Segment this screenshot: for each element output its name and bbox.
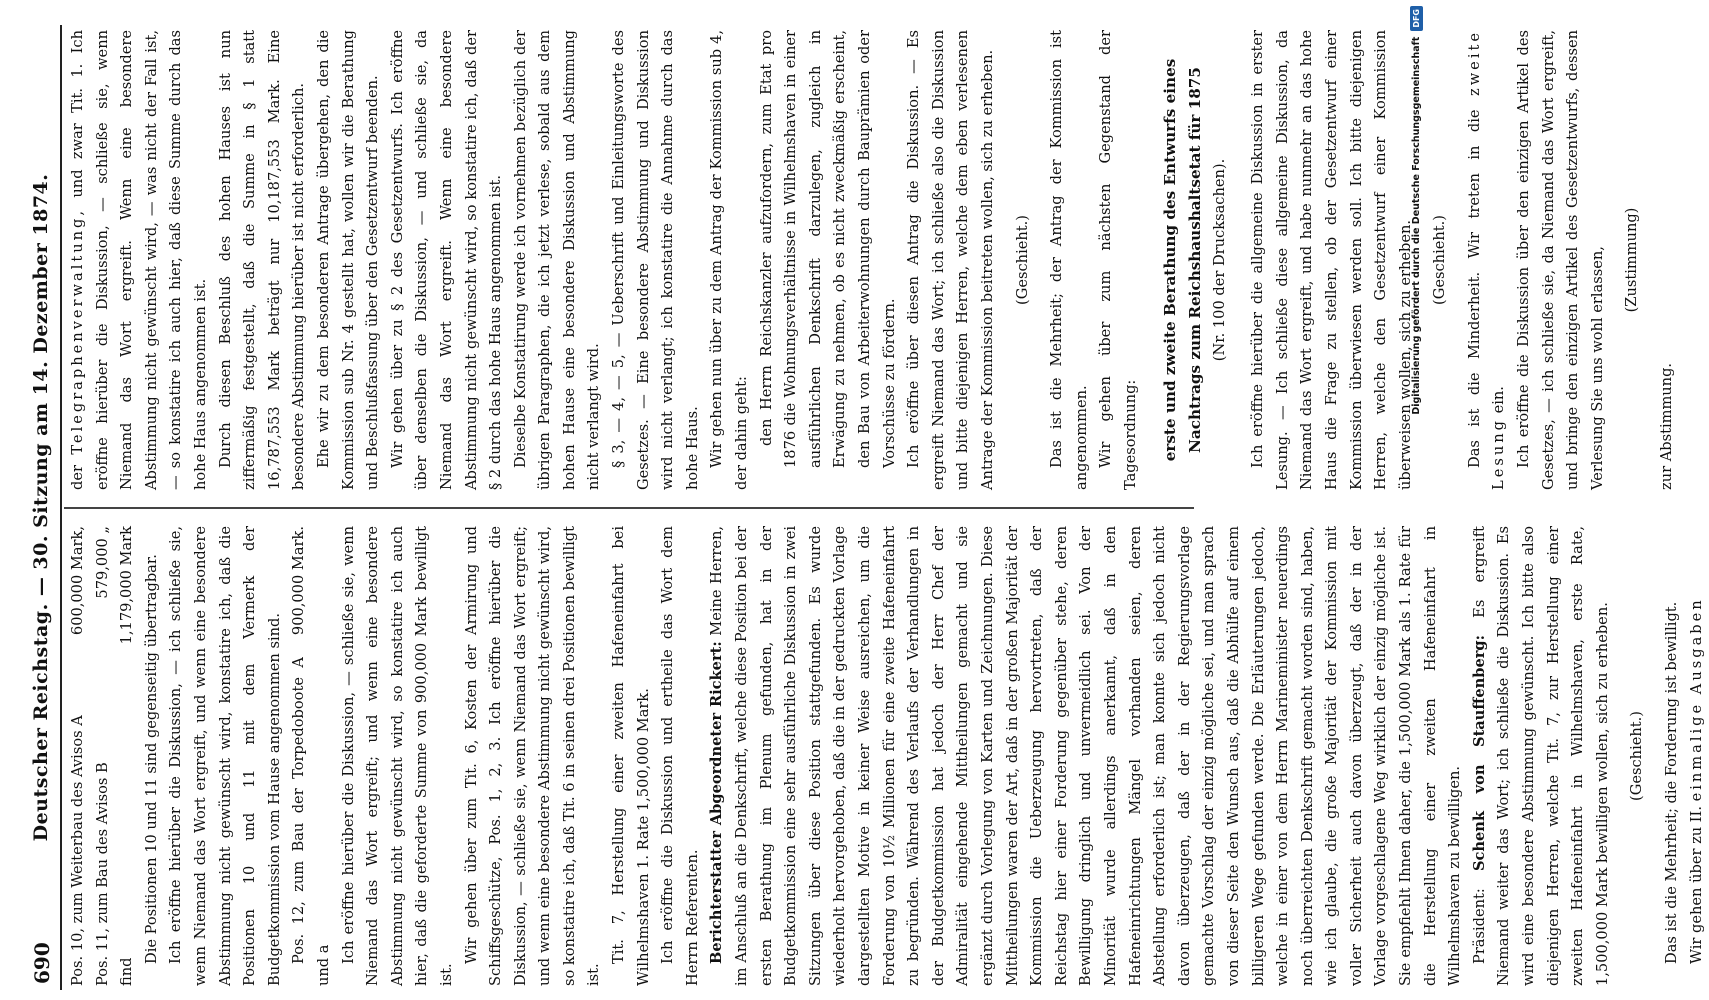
paragraph: Wir gehen über zu § 2 des Gesetzentwurfs. Ich eröffne über denselben die Diskussion, — und schließe sie, da Niemand das Wort ergreift. Wenn eine besondere Abstimmung nicht gewünscht wird, so konstatire ich, daß der § 2 durch das hohe Haus angenommen ist.	[388, 30, 505, 490]
speech-paragraph	[705, 526, 1467, 986]
paragraph: Ich eröffne die Diskussion über den einzigen Artikel des Gesetzes, — ich schließe sie, da Niemand das Wort ergreift, und bringe den einzigen Artikel des Gesetzentwurfs, dessen Verlesung Sie uns wohl erlassen,	[1515, 30, 1606, 490]
speech-text: Es ergreift Niemand weiter das Wort; ich schließe die Diskussion. Es wird eine besondere Abstimmung gewünscht. Ich bitte also diejenigen Herren, welche Tit. 7, zur Herstellung einer zweiten Hafeneinfahrt in Wilhelmshaven, erste Rate, 1,500,000 Mark bewilligen wollen, sich zu erheben.	[1470, 526, 1611, 986]
paragraph: Wir gehen über zum Tit. 6, Kosten der Armirung und Schiffsgeschütze, Pos. 1, 2, 3. Ich eröffne hierüber die Diskussion, — schließe sie, wenn Niemand das Wort ergreift; und wenn eine besondere Abstimmung nicht gewünscht wird, so konstatire ich, daß Tit. 6 in seinen drei Positionen bewilligt ist.	[462, 526, 603, 986]
text-run: der	[69, 465, 86, 490]
text-run: ein.	[1490, 386, 1508, 414]
agenda-heading: erste und zweite Berathung des Entwurfs eines Nachtrags zum Reichshaushaltsetat für 1875	[1160, 58, 1204, 462]
paragraph: zur Abstimmung.	[1658, 362, 1676, 490]
budget-line	[115, 526, 140, 986]
stage-direction: (Geschieht.)	[1013, 215, 1031, 305]
paragraph: Durch diesen Beschluß des hohen Hauses ist nun ziffermäßig festgestellt, daß die Summe in § 1 statt 16,787,553 Mark beträgt nur 10,187,553 Mark. Eine besondere Abstimmung hierüber ist nicht erforderlich.	[216, 30, 308, 490]
dfg-logo: DFG	[1410, 6, 1423, 31]
budget-line	[287, 526, 336, 986]
page-number: 690	[30, 942, 54, 984]
budget-line-value: 1,500,000 Mark.	[634, 688, 652, 812]
budget-line-value: 579,000 „	[93, 526, 111, 599]
header-rule	[60, 25, 62, 990]
speaker-name: Schenk von Stauffenberg:	[1470, 634, 1488, 872]
budget-line-value: 600,000 Mark,	[69, 526, 86, 636]
paragraph	[1685, 526, 1709, 986]
text-run: Wir gehen über zu II.	[1687, 806, 1705, 964]
paragraph: Ich eröffne die Diskussion und ertheile das Wort dem Herrn Referenten.	[659, 526, 701, 986]
paragraph: Dieselbe Konstatirung werde ich vornehmen bezüglich der übrigen Paragraphen, die ich jetzt verlese, sobald aus dem hohen Hause eine besondere Diskussion und Abstimmung nicht verlangt wird.	[511, 30, 603, 490]
motion-text: den Herrn Reichskanzler aufzufordern, zum Etat pro 1876 die Wohnungsverhältnisse in Wilhelmshaven in einer ausführlichen Denkschrift darzulegen, zugleich in Erwägung zu nehmen, ob es nicht zweckmäßig erscheint, den Bau von Arbeiterwohnungen durch Bauprämien oder Vorschüsse zu fördern.	[757, 30, 898, 468]
budget-line-value: 900,000 Mark.	[290, 526, 308, 636]
paragraph: Ich eröffne hierüber die Diskussion, — ich schließe sie, wenn Niemand das Wort ergreift, und wenn eine besondere Abstimmung nicht gewünscht wird, konstatire ich, daß die Positionen 10 und 11 mit dem Vermerk der Budgetkommission vom Hause angenommen sind.	[167, 526, 283, 986]
paragraph	[1463, 30, 1512, 490]
budget-line-label: Tit. 7, Herstellung einer zweiten Hafeneinfahrt bei Wilhelmshaven 1. Rate	[610, 526, 652, 986]
stage-direction: (Geschieht.)	[1431, 215, 1449, 305]
spaced-text: Telegraphenverwaltung,	[69, 207, 86, 455]
running-title: Deutscher Reichstag. — 30. Sitzung am 14. Dezember 1874.	[30, 173, 52, 842]
text-run: und zwar Tit. 1. Ich eröffne hierüber die Diskussion, — schließe sie, wenn Niemand das Wort ergreift. Wenn eine besondere Abstimmung nicht gewünscht wird, — was nicht der Fall ist, — so konstatire ich auch hier, daß diese Summe durch das hohe Haus angenommen ist.	[69, 30, 209, 490]
budget-line-value: 1,179,000 Mark	[118, 526, 136, 645]
page-header	[26, 25, 60, 990]
digitization-credit-text-wrap	[1404, 6, 1428, 586]
digitization-credit	[1404, 6, 1430, 586]
budget-line	[607, 526, 656, 986]
paragraph	[66, 30, 214, 490]
agenda-subheading: (Nr. 100 der Drucksachen).	[1210, 158, 1228, 362]
digitization-credit-text: Digitalisierung gefördert durch die Deutsche Forschungsgemeinschaft	[1410, 36, 1422, 415]
column-divider	[64, 507, 1194, 509]
speech-paragraph	[1468, 526, 1616, 986]
paragraph: Ich eröffne hierüber die Diskussion, — schließe sie, wenn Niemand das Wort ergreift; und wenn eine besondere Abstimmung nicht gewünscht wird, so konstatire ich auch hier, daß die geforderte Summe von 900,000 Mark bewilligt ist.	[339, 526, 455, 986]
right-column	[66, 30, 1680, 490]
spaced-text: zweite Lesung	[1465, 30, 1508, 490]
budget-line-label: Pos. 10, zum Weiterbau des Avisos A	[69, 715, 86, 986]
budget-line-label: find	[118, 957, 136, 986]
budget-line-label: Pos. 12, zum Bau der Torpedoboote A und a	[290, 657, 332, 986]
budget-line	[91, 526, 116, 986]
left-column	[66, 526, 1709, 986]
speaker-name: Berichterstatter Abgeordneter Rickert:	[708, 641, 726, 964]
paragraph: Das ist die Mehrheit; die Forderung ist bewilligt.	[1663, 601, 1680, 964]
stage-direction: (Geschieht.)	[1628, 711, 1646, 801]
paragraph: § 3, — 4, — 5, — Ueberschrift und Einleitungsworte des Gesetzes. — Eine besondere Abstimmung und Diskussion wird nicht verlangt; ich konstatire die Annahme durch das hohe Haus.	[610, 30, 701, 490]
paragraph: Ich eröffne hierüber die allgemeine Diskussion in erster Lesung. — Ich schließe diese allgemeine Diskussion, da Niemand das Wort ergreift, und habe nunmehr an das hohe Haus die Frage zu stellen, ob der Gesetzentwurf einer Kommission überwiesen werden soll. Ich bitte diejenigen Herren, welche den Gesetzentwurf einer Kommission überweisen wollen, sich zu erheben.	[1249, 30, 1414, 490]
speaker-role: Präsident:	[1470, 888, 1488, 964]
paragraph: Das ist die Mehrheit; der Antrag der Kommission ist angenommen.	[1048, 30, 1090, 490]
stage-direction: (Zustimmung)	[1623, 207, 1641, 313]
paragraph: Wir gehen über zum nächsten Gegenstand der Tagesordnung:	[1097, 30, 1139, 490]
speech-text: Meine Herren, im Anschluß an die Denkschrift, welche diese Position bei der ersten Berathung im Plenum gefunden, hat in der Budgetkommission eine sehr ausführliche Diskussion in zwei Sitzungen über diese Position stattgefunden. Es wurde wiederholt hervorgehoben, daß die in der gedruckten Vorlage dargestellten Motive in keiner Weise ausreichen, um die Forderung von 10½ Millionen für eine zweite Hafeneinfahrt zu begründen. Während des Verlaufs der Verhandlungen in der Budgetkommission hat jedoch der Herr Chef der Admiralität eingehende Mittheilungen gemacht und sie ergänzt durch Vorlegung von Karten und Zeichnungen. Diese Mittheilungen waren der Art, daß in der großen Majorität der Kommission die Ueberzeugung hervortreten, daß der Reichstag hier einer Forderung gegenüber stehe, deren Bewilligung dringlich und unvermeidlich sei. Von der Minorität wurde allerdings anerkannt, daß in den Hafeneinrichtungen Mängel vorhanden seien, deren Abstellung erforderlich ist; man konnte sich jedoch nicht davon überzeugen, daß der in der Regierungsvorlage gemachte Vorschlag der einzig mögliche sei, und man sprach von dieser Seite den Wunsch aus, daß die Abhülfe auf einem billigeren Wege gefunden werde. Die Erläuterungen jedoch, welche in einer von dem Herrn Marineminister neuerdings noch überreichten Denkschrift gemacht worden sind, haben, wie ich glaube, die große Majorität der Kommission mit voller Sicherheit auch davon überzeugt, daß der in der Vorlage vorgeschlagene Weg wirklich der einzig mögliche ist. Sie empfiehlt Ihnen daher, die 1,500,000 Mark als 1. Rate für die Herstellung einer zweiten Hafeneinfahrt in Wilhelmshaven zu bewilligen.	[708, 526, 1464, 986]
budget-line	[66, 526, 91, 986]
paragraph: Wir gehen nun über zu dem Antrag der Kommission sub 4, der dahin geht:	[708, 30, 751, 490]
paragraph: Ich eröffne über diesen Antrag die Diskussion. — Es ergreift Niemand das Wort; ich schließe also die Diskussion und bitte diejenigen Herren, welche dem eben verlesenen Antrage der Kommission beitreten wollen, sich zu erheben.	[905, 30, 996, 490]
paragraph: Ehe wir zu dem besonderen Antrage übergehen, den die Kommission sub Nr. 4 gestellt hat, wollen wir die Berathung und Beschlußfassung über den Gesetzentwurf beenden.	[314, 30, 382, 490]
paragraph: Die Positionen 10 und 11 sind gegenseitig übertragbar.	[142, 554, 160, 964]
spaced-text: einmalige Ausgaben	[1687, 597, 1705, 802]
budget-line-label: Pos. 11, zum Bau des Avisos B	[93, 762, 111, 986]
text-run: Das ist die Minderheit. Wir treten in die	[1465, 109, 1483, 468]
